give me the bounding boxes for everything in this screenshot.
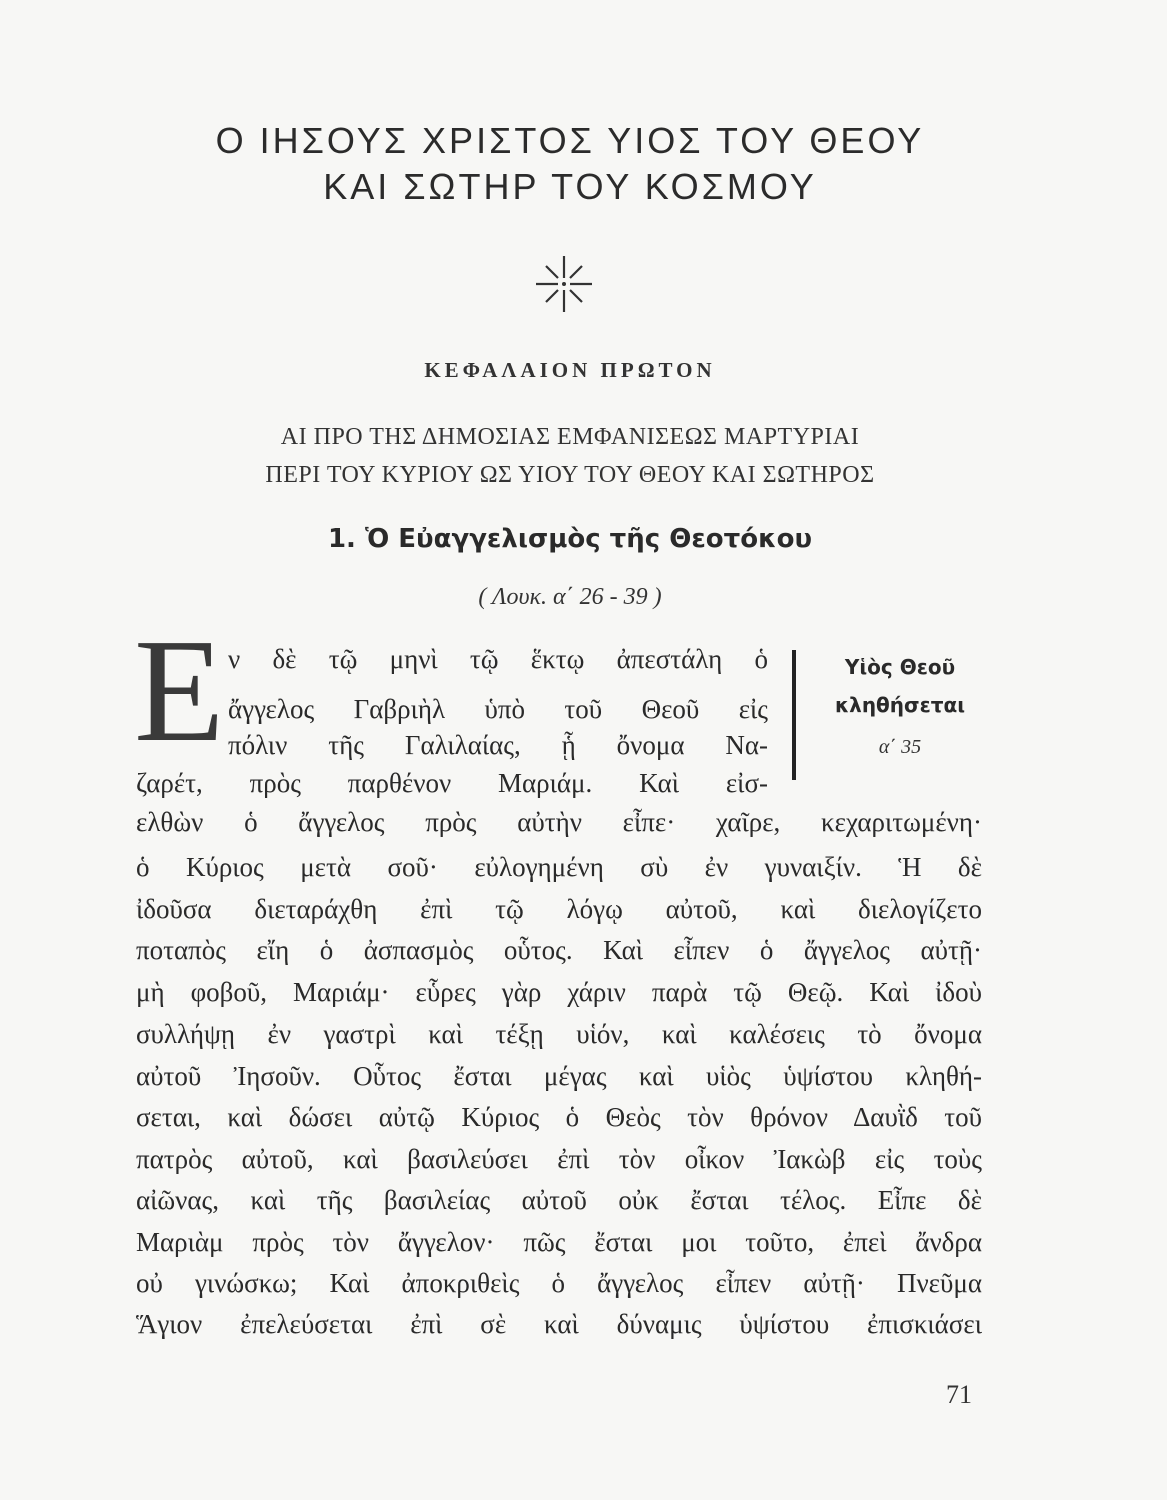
body-line: Ἅγιον ἐπελεύσεται ἐπὶ σὲ καὶ δύναμις ὑψίστου ἐπισκιάσει	[136, 1309, 982, 1339]
page-number: 71	[946, 1380, 972, 1409]
chapter-subtitle-line-1: ΑΙ ΠΡΟ ΤΗΣ ΔΗΜΟΣΙΑΣ ΕΜΦΑΝΙΣΕΩΣ ΜΑΡΤΥΡΙΑΙ	[280, 424, 860, 450]
body-line: ζαρέτ, πρὸς παρθένον Μαριάμ. Καὶ εἰσ-	[136, 768, 768, 798]
chapter-subtitle-line-2: ΠΕΡΙ ΤΟΥ ΚΥΡΙΟΥ ΩΣ ΥΙΟΥ ΤΟΥ ΘΕΟΥ ΚΑΙ ΣΩΤΗΡΟΣ	[265, 462, 875, 488]
margin-note-line-2: κληθήσεται	[834, 693, 966, 717]
body-line: ποταπὸς εἴη ὁ ἀσπασμὸς οὗτος. Καὶ εἶπεν ὁ ἄγγελος αὐτῇ·	[136, 935, 982, 965]
section-reference: ( Λουκ. α΄ 26 - 39 )	[478, 584, 662, 610]
body-line: πόλιν τῆς Γαλιλαίας, ᾗ ὄνομα Να-	[228, 730, 768, 760]
body-line: ἰδοῦσα διεταράχθη ἐπὶ τῷ λόγῳ αὐτοῦ, καὶ διελογίζετο	[136, 894, 982, 924]
chapter-label: ΚΕΦΑΛΑΙΟΝ ΠΡΩΤΟΝ	[424, 358, 716, 382]
body-line: μὴ φοβοῦ, Μαριάμ· εὗρες γὰρ χάριν παρὰ τῷ Θεῷ. Καὶ ἰδοὺ	[136, 977, 982, 1007]
drop-cap: Ε	[134, 609, 225, 773]
section-heading: 1. Ὁ Εὐαγγελισμὸς τῆς Θεοτόκου	[327, 524, 813, 554]
main-title-line-1: Ο ΙΗΣΟΥΣ ΧΡΙΣΤΟΣ ΥΙΟΣ ΤΟΥ ΘΕΟΥ	[215, 120, 925, 161]
main-title-line-2: ΚΑΙ ΣΩΤΗΡ ΤΟΥ ΚΟΣΜΟΥ	[323, 166, 817, 207]
body-line: Μαριὰμ πρὸς τὸν ἄγγελον· πῶς ἔσται μοι τοῦτο, ἐπεὶ ἄνδρα	[136, 1227, 982, 1257]
body-line: οὐ γινώσκω; Καὶ ἀποκριθεὶς ὁ ἄγγελος εἶπεν αὐτῇ· Πνεῦμα	[136, 1268, 982, 1298]
body-line: πατρὸς αὐτοῦ, καὶ βασιλεύσει ἐπὶ τὸν οἶκον Ἰακὼβ εἰς τοὺς	[136, 1144, 982, 1174]
body-line: ν δὲ τῷ μηνὶ τῷ ἕκτῳ ἀπεστάλη ὁ	[228, 644, 768, 674]
margin-note-reference: α΄ 35	[878, 736, 922, 758]
body-line: ελθὼν ὁ ἄγγελος πρὸς αὐτὴν εἶπε· χαῖρε, κεχαριτωμένη·	[136, 807, 982, 837]
margin-rule	[792, 650, 796, 780]
body-line: ὁ Κύριος μετὰ σοῦ· εὐλογημένη σὺ ἐν γυναιξίν. Ἡ δὲ	[136, 852, 982, 882]
body-line: αὐτοῦ Ἰησοῦν. Οὗτος ἔσται μέγας καὶ υἱὸς ὑψίστου κληθή-	[136, 1061, 982, 1091]
chapter-subtitle	[130, 418, 1010, 494]
margin-note-line-1: Υἱὸς Θεοῦ	[844, 655, 956, 679]
body-line: σεται, καὶ δώσει αὐτῷ Κύριος ὁ Θεὸς τὸν θρόνον Δαυῒδ τοῦ	[136, 1102, 982, 1132]
body-line: συλλήψῃ ἐν γαστρὶ καὶ τέξῃ υἱόν, καὶ καλέσεις τὸ ὄνομα	[136, 1019, 982, 1049]
main-title	[130, 118, 1010, 210]
body-line: αἰῶνας, καὶ τῆς βασιλείας αὐτοῦ οὐκ ἔσται τέλος. Εἶπε δὲ	[136, 1185, 982, 1215]
body-line: ἄγγελος Γαβριὴλ ὑπὸ τοῦ Θεοῦ εἰς	[228, 694, 768, 724]
star-ornament-icon	[532, 252, 596, 316]
